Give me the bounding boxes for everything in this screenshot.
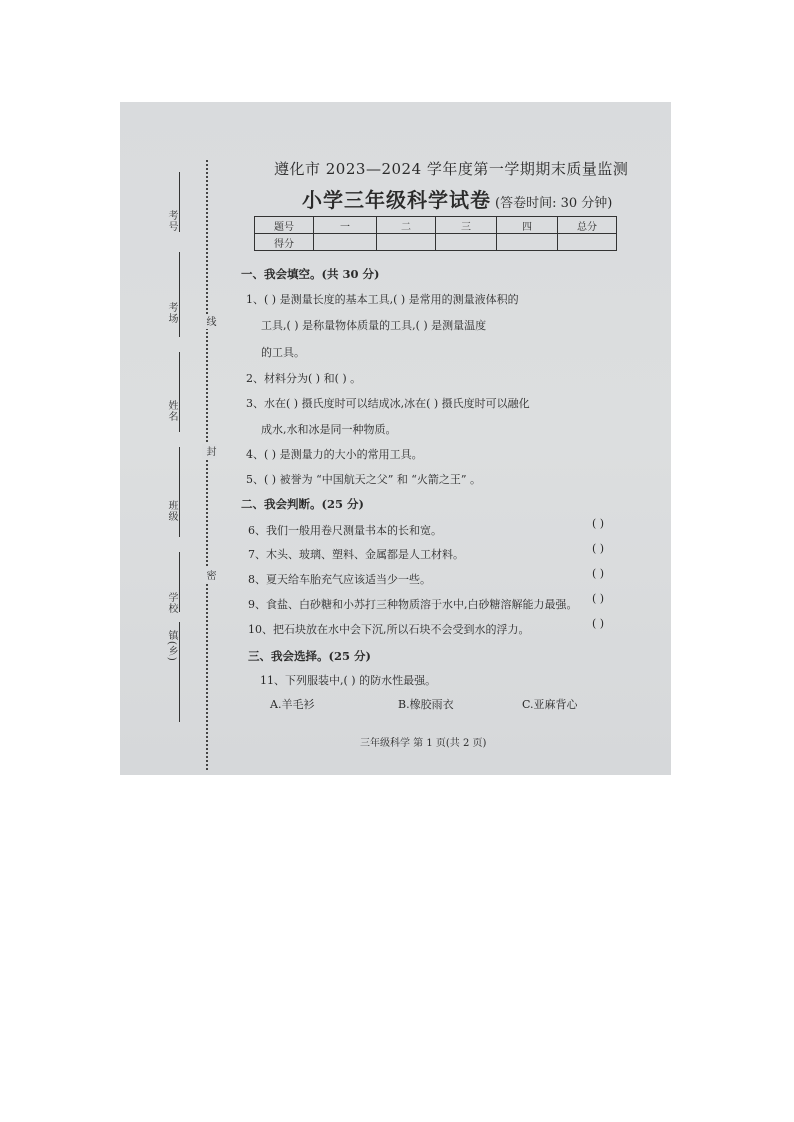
option-c[interactable]: C.亚麻背心 [522, 698, 578, 711]
question-1a: 1、( ) 是测量长度的基本工具,( ) 是常用的测量液体积的 [246, 293, 519, 306]
seal-mark-xian: 线 [204, 316, 215, 327]
section3-heading: 三、我会选择。(25 分) [248, 649, 371, 663]
section1-heading: 一、我会填空。(共 30 分) [241, 267, 380, 281]
score-table-score-row [255, 234, 617, 251]
score-cell[interactable] [377, 234, 436, 251]
option-a[interactable]: A.羊毛衫 [270, 698, 315, 711]
question-11: 11、下列服装中,( ) 的防水性最强。 [260, 674, 437, 687]
question-3a: 3、水在( ) 摄氏度时可以结成冰,冰在( ) 摄氏度时可以融化 [246, 397, 530, 410]
question-2: 2、材料分为( ) 和( ) 。 [246, 372, 362, 385]
table-header-cell: 三 [436, 217, 497, 234]
class-label: 班级 [166, 500, 177, 522]
score-row-label: 得分 [255, 234, 314, 251]
question-4: 4、( ) 是测量力的大小的常用工具。 [246, 448, 423, 461]
table-header-cell: 一 [314, 217, 377, 234]
option-b[interactable]: B.橡胶雨衣 [398, 698, 454, 711]
seal-mark-mi: 密 [204, 570, 215, 581]
judgement-item: 6、我们一般用卷尺测量书本的长和宽。 [248, 524, 442, 537]
exam-no-line [179, 172, 180, 232]
question-3b: 成水,水和冰是同一种物质。 [261, 423, 397, 436]
exam-title-line1: 遵化市 2023—2024 学年度第一学期期末质量监测 [274, 160, 629, 178]
class-line [179, 447, 180, 537]
answer-paren[interactable]: ( ) [592, 567, 605, 580]
table-header-cell: 总分 [558, 217, 617, 234]
score-cell[interactable] [314, 234, 377, 251]
question-1c: 的工具。 [261, 346, 305, 359]
score-table [254, 216, 617, 251]
answer-paren[interactable]: ( ) [592, 617, 605, 630]
exam-no-label: 考号 [166, 210, 177, 232]
room-line [179, 252, 180, 337]
school-label: 学校 [166, 592, 177, 614]
section2-heading: 二、我会判断。(25 分) [241, 497, 364, 511]
exam-title-line2 [302, 184, 612, 213]
score-cell[interactable] [497, 234, 558, 251]
name-line [179, 352, 180, 432]
time-note: (答卷时间: 30 分钟) [495, 196, 613, 211]
question-5: 5、( ) 被誉为 “中国航天之父” 和 “火箭之王” 。 [246, 473, 482, 486]
school-line [179, 552, 180, 612]
question-1b: 工具,( ) 是称量物体质量的工具,( ) 是测量温度 [261, 319, 487, 332]
page-footer: 三年级科学 第 1 页(共 2 页) [360, 738, 487, 749]
answer-paren[interactable]: ( ) [592, 592, 605, 605]
exam-paper-photo [120, 102, 671, 775]
judgement-item: 9、食盐、白砂糖和小苏打三种物质溶于水中,白砂糖溶解能力最强。 [248, 598, 578, 611]
table-header-cell: 四 [497, 217, 558, 234]
judgement-item: 8、夏天给车胎充气应该适当少一些。 [248, 573, 431, 586]
name-label: 姓名 [166, 400, 177, 422]
exam-subject-title: 小学三年级科学试卷 [302, 188, 491, 212]
table-header-cell: 二 [377, 217, 436, 234]
town-label: 镇(乡) [166, 630, 177, 662]
score-cell[interactable] [436, 234, 497, 251]
judgement-item: 10、把石块放在水中会下沉,所以石块不会受到水的浮力。 [248, 623, 530, 636]
seal-mark-feng: 封 [204, 446, 215, 457]
score-table-header-row [255, 217, 617, 234]
judgement-item: 7、木头、玻璃、塑料、金属都是人工材料。 [248, 548, 464, 561]
room-label: 考场 [166, 302, 177, 324]
table-header-cell: 题号 [255, 217, 314, 234]
score-cell[interactable] [558, 234, 617, 251]
town-line [179, 622, 180, 722]
answer-paren[interactable]: ( ) [592, 517, 605, 530]
answer-paren[interactable]: ( ) [592, 542, 605, 555]
seal-line [206, 160, 208, 770]
